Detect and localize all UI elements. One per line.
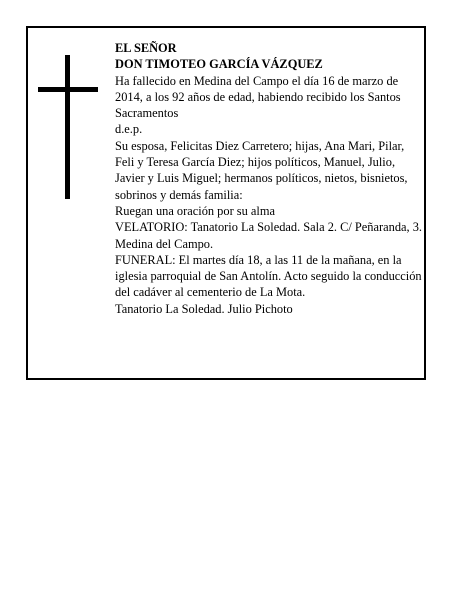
cross-horizontal-bar — [38, 87, 98, 92]
prayer-request: Ruegan una oración por su alma — [115, 203, 275, 218]
title-line-1: EL SEÑOR — [115, 41, 177, 55]
wake-info: VELATORIO: Tanatorio La Soledad. Sala 2. C/ Peñaranda, 3. Medina del Campo. — [115, 220, 422, 251]
death-statement: Ha fallecido en Medina del Campo el día 16 de marzo de 2014, a los 92 años de edad, habiendo recibido los Santos Sacramentos — [115, 73, 401, 121]
obituary-text — [115, 40, 423, 317]
rip-text: d.e.p. — [115, 122, 143, 137]
cross-icon — [38, 55, 98, 199]
funeral-home-footer: Tanatorio La Soledad. Julio Pichoto — [115, 301, 293, 316]
deceased-name: DON TIMOTEO GARCÍA VÁZQUEZ — [115, 57, 323, 72]
funeral-info: FUNERAL: El martes día 18, a las 11 de la mañana, en la iglesia parroquial de San Antolín. Acto seguido la conducción del cadáver al cementerio de La Mota. — [115, 252, 422, 300]
family-statement: Su esposa, Felicitas Diez Carretero; hijas, Ana Mari, Pilar, Feli y Teresa García Diez; hijos políticos, Manuel, Julio, Javier y Luis Miguel; hermanos políticos, nietos, bisnietos, sobrinos y demás familia: — [115, 138, 408, 202]
obituary-notice — [26, 26, 426, 380]
cross-vertical-bar — [65, 55, 70, 199]
